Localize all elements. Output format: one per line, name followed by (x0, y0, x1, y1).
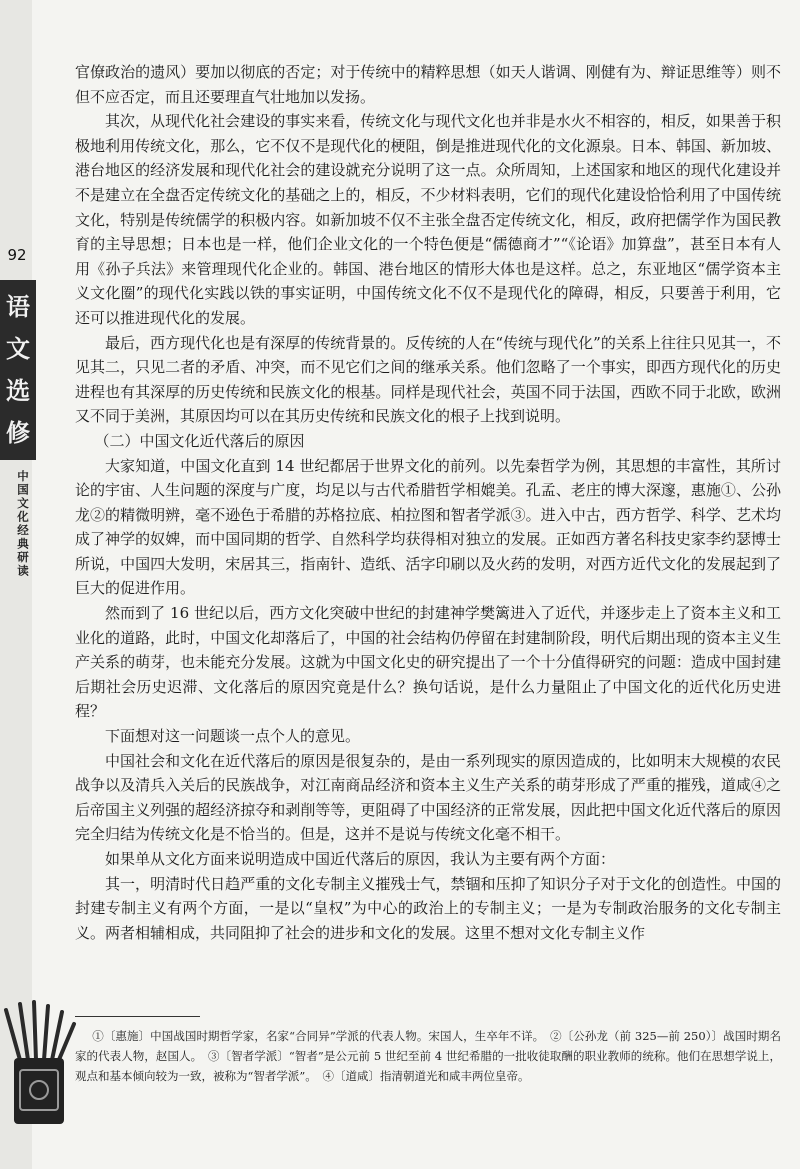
body-paragraph: 其一，明清时代日趋严重的文化专制主义摧残士气，禁锢和压抑了知识分子对于文化的创造性。中国的封建专制主义有两个方面，一是以“皇权”为中心的政治上的专制主义；一是为专制政治服务的文化专制主义。两者相辅相成，共同阻抑了社会的进步和文化的发展。这里不想对文化专制主义作 (75, 874, 781, 942)
book-title-vertical: 中国文化经典研读 (16, 470, 30, 578)
body-paragraph: 其次，从现代化社会建设的事实来看，传统文化与现代文化也并非是水火不相容的，相反，如果善于积极地利用传统文化，那么，它不仅不是现代化的梗阻，倒是推进现代化的文化源泉。日本、韩国、新加坡、港台地区的经济发展和现代化社会的建设就充分说明了这一点。众所周知，上述国家和地区的现代化建设并不是建立在全盘否定传统文化的基础之上的，相反，不少材料表明，它们的现代化建设恰恰利用了中国传统文化，特别是传统儒学的积极内容。如新加坡不仅不主张全盘否定传统文化，相反，政府把儒学作为国民教育的主导思想；日本也是一样，他们企业文化的一个特色便是“儒德商才”“《论语》加算盘”，甚至日本有人用《孙子兵法》来管理现代化企业的。韩国、港台地区的情形大体也是这样。总之，东亚地区“儒学资本主义文化圈”的现代化实践以铁的事实证明，中国传统文化不仅不是现代化的障碍，相反，只要善于利用，它还可以推进现代化的发展。 (75, 112, 781, 327)
footnotes (75, 1026, 781, 1086)
body-paragraph: 官僚政治的遗风）要加以彻底的否定；对于传统中的精粹思想（如天人谐调、刚健有为、辩证思维等）则不但不应否定，而且还要理直气壮地加以发扬。 (75, 63, 781, 106)
brush-pot-icon (0, 1000, 78, 1130)
series-title-char: 语 (6, 292, 30, 321)
side-margin-bar (0, 0, 32, 1169)
footnote-text: ①〔惠施〕中国战国时期哲学家，名家“合同异”学派的代表人物。宋国人，生卒年不详。 ②〔公孙龙（前 325—前 250）〕战国时期名家的代表人物，赵国人。 ③〔智者学派〕“智者”是公元前 5 世纪至前 4 世纪希腊的一批收徒取酬的职业教师的统称。他们在思想学说上，观点和基本倾向较为一致，被称为“智者学派”。 ④〔道咸〕指清朝道光和咸丰两位皇帝。 (75, 1029, 781, 1083)
body-paragraph: 中国社会和文化在近代落后的原因是很复杂的，是由一系列现实的原因造成的，比如明末大规模的农民战争以及清兵入关后的民族战争，对江南商品经济和资本主义生产关系的萌芽形成了严重的摧残，道咸④之后帝国主义列强的超经济掠夺和剥削等等，更阻碍了中国经济的正常发展，因此把中国文化近代落后的原因完全归结为传统文化是不恰当的。但是，这并不是说与传统文化毫不相干。 (75, 751, 781, 844)
series-title-char: 文 (6, 334, 30, 363)
series-title-block (0, 280, 36, 460)
body-text (75, 60, 781, 945)
body-paragraph: 最后，西方现代化也是有深厚的传统背景的。反传统的人在“传统与现代化”的关系上往往只见其一，不见其二，只见二者的矛盾、冲突，而不见它们之间的继承关系。他们忽略了一个事实，即西方现代化的历史进程也有其深厚的历史传统和民族文化的根基。同样是现代社会，英国不同于法国，西欧不同于北欧，欧洲又不同于美洲，其原因均可以在其历史传统和民族文化的根子上找到说明。 (75, 333, 781, 426)
section-heading: （二）中国文化近代落后的原因 (94, 431, 305, 450)
body-paragraph: 然而到了 16 世纪以后，西方文化突破中世纪的封建神学樊篱进入了近代，并逐步走上了资本主义和工业化的道路，此时，中国文化却落后了，中国的社会结构仍停留在封建制阶段，明代后期出现的资本主义生产关系的萌芽，也未能充分发展。这就为中国文化史的研究提出了一个十分值得研究的问题：造成中国封建后期社会历史迟滞、文化落后的原因究竟是什么？换句话说，是什么力量阻止了中国文化的近代化历史进程？ (75, 604, 781, 721)
page-number: 92 (7, 246, 27, 264)
footnote-divider (75, 1016, 200, 1017)
body-paragraph: 大家知道，中国文化直到 14 世纪都居于世界文化的前列。以先秦哲学为例，其思想的丰富性，其所讨论的宇宙、人生问题的深度与广度，均足以与古代希腊哲学相媲美。孔孟、老庄的博大深邃，惠施①、公孙龙②的精微明辨，毫不逊色于希腊的苏格拉底、柏拉图和智者学派③。进入中古，西方哲学、科学、艺术均成了神学的奴婢，而中国同期的哲学、自然科学均获得相对独立的发展。正如西方著名科技史家李约瑟博士所说，中国四大发明，宋居其三，指南针、造纸、活字印刷以及火药的发明，对西方近代文化的发展起到了巨大的促进作用。 (75, 456, 781, 598)
body-paragraph: 下面想对这一问题谈一点个人的意见。 (105, 727, 361, 746)
series-title-char: 选 (6, 376, 30, 405)
series-title-char: 修 (6, 418, 30, 447)
body-paragraph: 如果单从文化方面来说明造成中国近代落后的原因，我认为主要有两个方面： (105, 850, 616, 868)
